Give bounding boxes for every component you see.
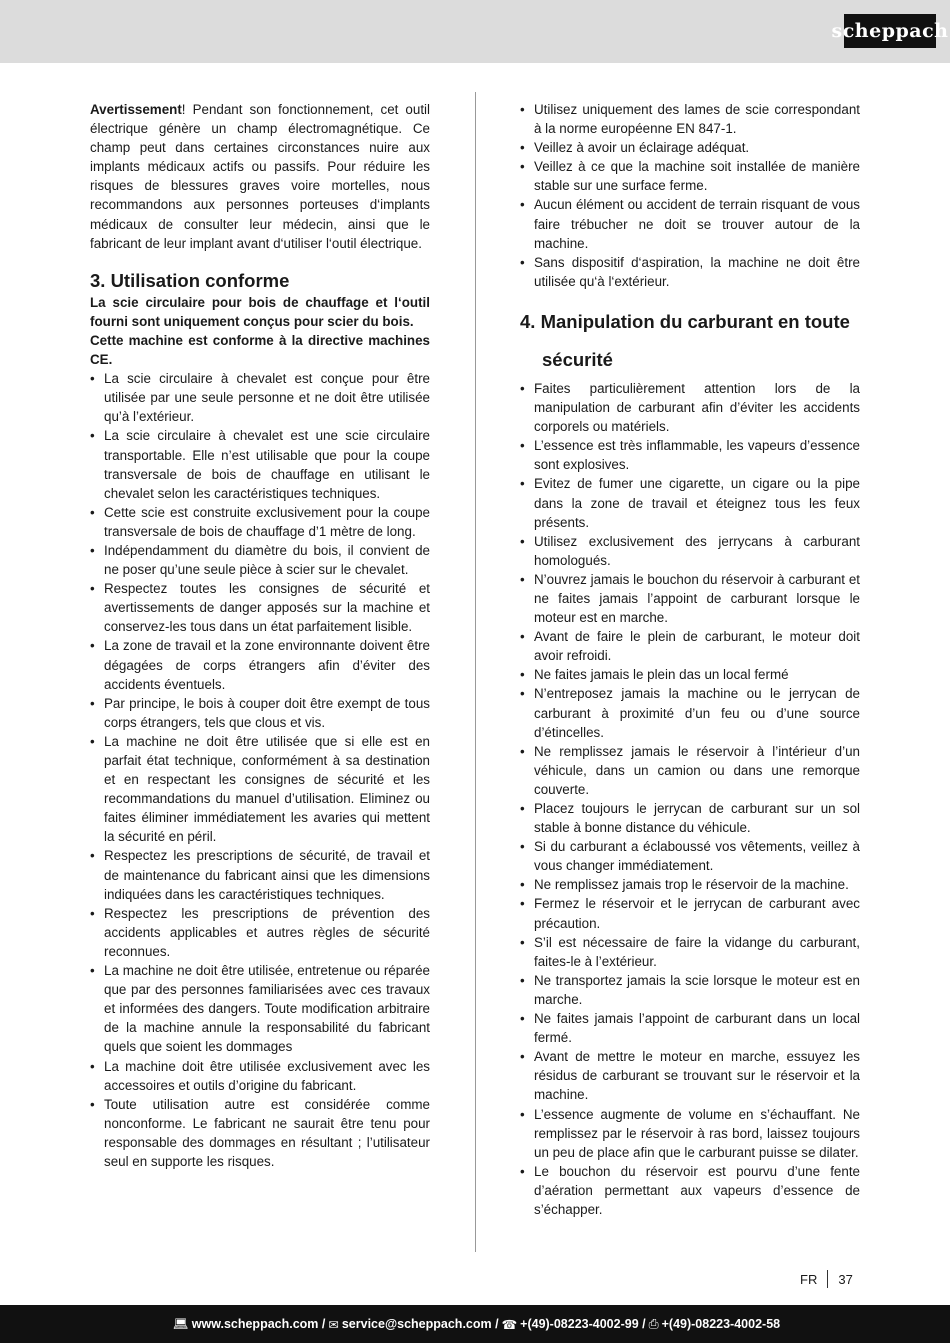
section-3-intro-1: La scie circulaire pour bois de chauffage et l‘outil fourni sont uniquement conçus pour scier du bois. [90, 294, 430, 329]
list-item: • N’entreposez jamais la machine ou le jerrycan de carburant à proximité d’un feu ou d’une source d’étincelles. [520, 684, 860, 741]
list-item: • L’essence augmente de volume en s’échauffant. Ne remplissez par le réservoir à ras bord, laissez toujours un peu de place afin que le carburant puisse se dilater. [520, 1105, 860, 1162]
computer-icon: 💻︎ [172, 1316, 189, 1331]
list-item: • Fermez le réservoir et le jerrycan de carburant avec précaution. [520, 894, 860, 932]
list-item: • Respectez toutes les consignes de sécurité et avertissements de danger apposés sur la machine et conservez-les tous dans un état parfaitement lisible. [90, 579, 430, 636]
list-item: • La machine ne doit être utilisée que si elle est en parfait état technique, conformément à sa destination et en respectant les consignes de sécurité et les recommandations du manuel d’utilisation. Eliminez ou faites éliminer immédiatement les avaries qui mettent la sécurité en péril. [90, 732, 430, 847]
column-divider [475, 92, 476, 1252]
section-3-title: 3. Utilisation conforme [90, 269, 290, 291]
mail-icon: ✉︎ [328, 1317, 339, 1332]
section-3-intro-2: Cette machine est conforme à la directive machines CE. [90, 332, 430, 368]
list-item: • La machine ne doit être utilisée, entretenue ou réparée que par des personnes familiarisées avec ces travaux et informées des dangers. Toute modification arbitraire de la machine annule la responsabilité du fabricant quels que soient les dommages [90, 961, 430, 1056]
list-item: • Respectez les prescriptions de prévention des accidents applicables et autres règles de sécurité reconnues. [90, 904, 430, 961]
list-item: • Ne faites jamais l’appoint de carburant dans un local fermé. [520, 1009, 860, 1047]
safety-list-top [520, 100, 860, 291]
fax-icon: ⎙ [648, 1316, 659, 1331]
list-item: • Toute utilisation autre est considérée comme nonconforme. Le fabricant ne saurait être tenu pour responsable des dommages en résultant ; l’utilisateur seul en supporte les risques. [90, 1095, 430, 1171]
list-item: • Le bouchon du réservoir est pourvu d’une fente d’aération permettant aux vapeurs d’essence de s’échapper. [520, 1162, 860, 1219]
list-item: • Veillez à ce que la machine soit installée de manière stable sur une surface ferme. [520, 157, 860, 195]
section-4-title-line-1: 4. Manipulation du carburant en toute [520, 310, 850, 332]
list-item: • Aucun élément ou accident de terrain risquant de vous faire trébucher ne doit se trouver autour de la machine. [520, 195, 860, 252]
section-3-list [90, 369, 430, 1171]
left-column [90, 100, 430, 1171]
list-item: • La machine doit être utilisée exclusivement avec les accessoires et outils d’origine du fabricant. [90, 1057, 430, 1095]
list-item: • Avant de mettre le moteur en marche, essuyez les résidus de carburant se trouvant sur le réservoir et la machine. [520, 1047, 860, 1104]
footer-fax: +(49)-08223-4002-58 [661, 1317, 781, 1331]
list-item: • L’essence est très inflammable, les vapeurs d’essence sont explosives. [520, 436, 860, 474]
section-4-list [520, 379, 860, 1219]
page-number [800, 1270, 853, 1288]
list-item: • Faites particulièrement attention lors de la manipulation de carburant afin d’éviter les accidents corporels ou matériels. [520, 379, 860, 436]
page-number-value: 37 [838, 1271, 853, 1287]
section-4-title-line-2: sécurité [542, 348, 613, 370]
list-item: • Placez toujours le jerrycan de carburant sur un sol stable à bonne distance du véhicule. [520, 799, 860, 837]
list-item: • Avant de faire le plein de carburant, le moteur doit avoir refroidi. [520, 627, 860, 665]
header-bar [0, 0, 950, 63]
list-item: • La scie circulaire à chevalet est conçue pour être utilisée par une seule personne et ne doit être utilisée qu’à l’extérieur. [90, 369, 430, 426]
list-item: • Si du carburant a éclaboussé vos vêtements, veillez à vous changer immédiatement. [520, 837, 860, 875]
page-language: FR [800, 1271, 818, 1287]
footer-bar [0, 1305, 950, 1343]
footer-phone: +(49)-08223-4002-99 / [520, 1317, 646, 1331]
list-item: • Veillez à avoir un éclairage adéquat. [520, 138, 860, 157]
list-item: • Ne faites jamais le plein das un local fermé [520, 665, 860, 684]
list-item: • Evitez de fumer une cigarette, un cigare ou la pipe dans la zone de travail et éteignez tous les feux présents. [520, 474, 860, 531]
right-column [520, 100, 860, 1219]
footer-email: service@scheppach.com / [341, 1317, 499, 1331]
list-item: • Utilisez exclusivement des jerrycans à carburant homologués. [520, 532, 860, 570]
scheppach-logo: scheppach [844, 14, 936, 48]
list-item: • Sans dispositif d‘aspiration, la machine ne doit être utilisée qu‘à l‘extérieur. [520, 253, 860, 291]
list-item: • N’ouvrez jamais le bouchon du réservoir à carburant et ne faites jamais l’appoint de carburant lorsque le moteur est en marche. [520, 570, 860, 627]
list-item: • La zone de travail et la zone environnante doivent être dégagées de corps étrangers afin d’éviter des accidents éventuels. [90, 636, 430, 693]
warning-paragraph [90, 100, 430, 253]
list-item: • La scie circulaire à chevalet est une scie circulaire transportable. Elle n’est utilisable que pour la coupe transversale de bois de chauffage en utilisant le chevalet selon les caractéristiques techniques. [90, 426, 430, 502]
list-item: • Respectez les prescriptions de sécurité, de travail et de maintenance du fabricant ainsi que les dimensions indiquées dans les caractéristiques techniques. [90, 846, 430, 903]
page-number-separator [827, 1270, 828, 1288]
list-item: • Indépendamment du diamètre du bois, il convient de ne poser qu’une seule pièce à scier sur le chevalet. [90, 541, 430, 579]
warning-text: ! Pendant son fonctionnement, cet outil électrique génère un champ électromagnétique. Ce champ peut dans certaines circonstances nuire aux implants médicaux actifs ou passifs. Pour réduire les risques de blessures graves voire mortelles, nous recommandons aux personnes porteuses d‘implants médicaux de consulter leur médecin, ainsi que le fabricant de leur implant avant d‘utiliser l‘outil électrique. [90, 102, 430, 251]
list-item: • Cette scie est construite exclusivement pour la coupe transversale de bois de chauffage d’1 mètre de long. [90, 503, 430, 541]
list-item: • S’il est nécessaire de faire la vidange du carburant, faites-le à l’extérieur. [520, 933, 860, 971]
list-item: • Ne remplissez jamais le réservoir à l’intérieur d’un véhicule, dans un camion ou dans une remorque couverte. [520, 742, 860, 799]
list-item: • Par principe, le bois à couper doit être exempt de tous corps étrangers, tels que clous et vis. [90, 694, 430, 732]
warning-label: Avertissement [90, 102, 182, 117]
footer-website: www.scheppach.com / [191, 1317, 326, 1331]
section-4-title [520, 303, 860, 379]
list-item: • Ne transportez jamais la scie lorsque le moteur est en marche. [520, 971, 860, 1009]
list-item: • Ne remplissez jamais trop le réservoir de la machine. [520, 875, 860, 894]
list-item: • Utilisez uniquement des lames de scie correspondant à la norme européenne EN 847-1. [520, 100, 860, 138]
phone-icon: ☎︎ [501, 1317, 518, 1332]
